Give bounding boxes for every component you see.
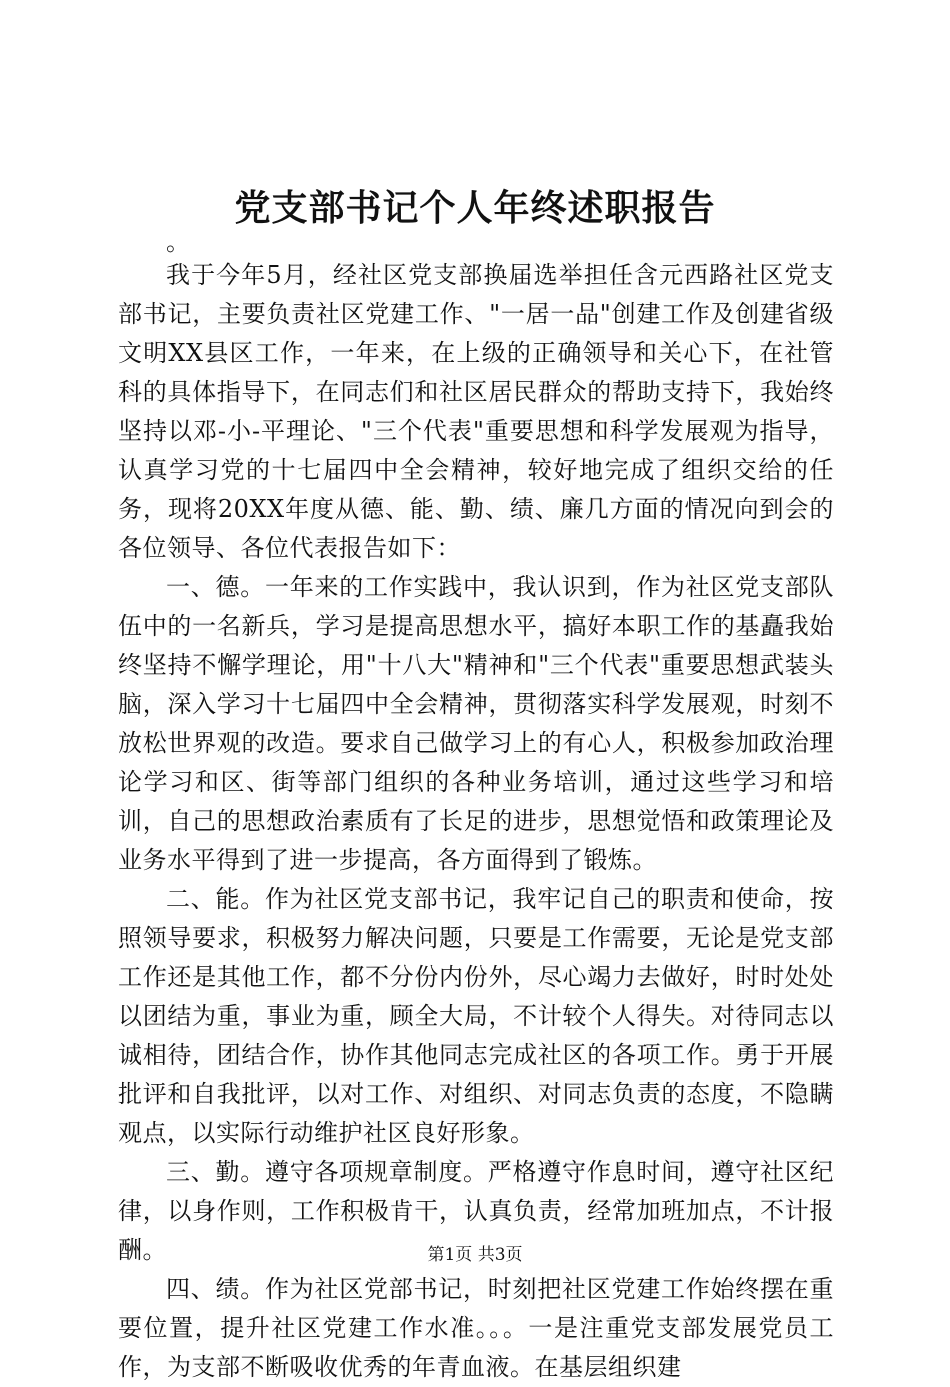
paragraph-virtue: 一、德。一年来的工作实践中，我认识到，作为社区党支部队伍中的一名新兵，学习是提高思想水平，搞好本职工作的基矗我始终坚持不懈学理论，用"十八大"精神和"三个代表"重要思想武装头脑，深入学习十七届四中全会精神，贯彻落实科学发展观，时刻不放松世界观的改造。要求自己做学习上的有心人，积极参加政治理论学习和区、街等部门组织的各种业务培训，通过这些学习和培训，自己的思想政治素质有了长足的进步，思想觉悟和政策理论及业务水平得到了进一步提高，各方面得到了锻炼。 (118, 573, 834, 874)
paragraph-intro: 我于今年5月，经社区党支部换届选举担任含元西路社区党支部书记，主要负责社区党建工作、"一居一品"创建工作及创建省级文明XX县区工作，一年来，在上级的正确领导和关心下，在社管科的具体指导下，在同志们和社区居民群众的帮助支持下，我始终坚持以邓-小-平理论、"三个代表"重要思想和科学发展观为指导，认真学习党的十七届四中全会精神，较好地完成了组织交给的任务，现将20XX年度从德、能、勤、绩、廉几方面的情况向到会的各位领导、各位代表报告如下： (118, 261, 834, 562)
page-footer: 第1页 共3页 (427, 1245, 523, 1265)
paragraph-diligence: 三、勤。遵守各项规章制度。严格遵守作息时间，遵守社区纪律，以身作则，工作积极肯干，认真负责，经常加班加点，不计报酬。 (118, 1158, 834, 1264)
paragraph-achievement: 四、绩。作为社区党部书记，时刻把社区党建工作始终摆在重要位置，提升社区党建工作水准。。。一是注重党支部发展党员工作，为支部不断吸收优秀的年青血液。在基层组织建 (118, 1275, 834, 1381)
paragraph-ability: 二、能。作为社区党支部书记，我牢记自己的职责和使命，按照领导要求，积极努力解决问题，只要是工作需要，无论是党支部工作还是其他工作，都不分份内份外，尽心竭力去做好，时时处处以团结为重，事业为重，顾全大局，不计较个人得失。对待同志以诚相待，团结合作，协作其他同志完成社区的各项工作。勇于开展批评和自我批评，以对工作、对组织、对同志负责的态度，不隐瞒观点，以实际行动维护社区良好形象。 (118, 885, 834, 1147)
document-body (118, 228, 834, 1387)
paragraph-leading-mark: 。 (166, 228, 191, 256)
document-title: 党支部书记个人年终述职报告 (234, 187, 716, 229)
